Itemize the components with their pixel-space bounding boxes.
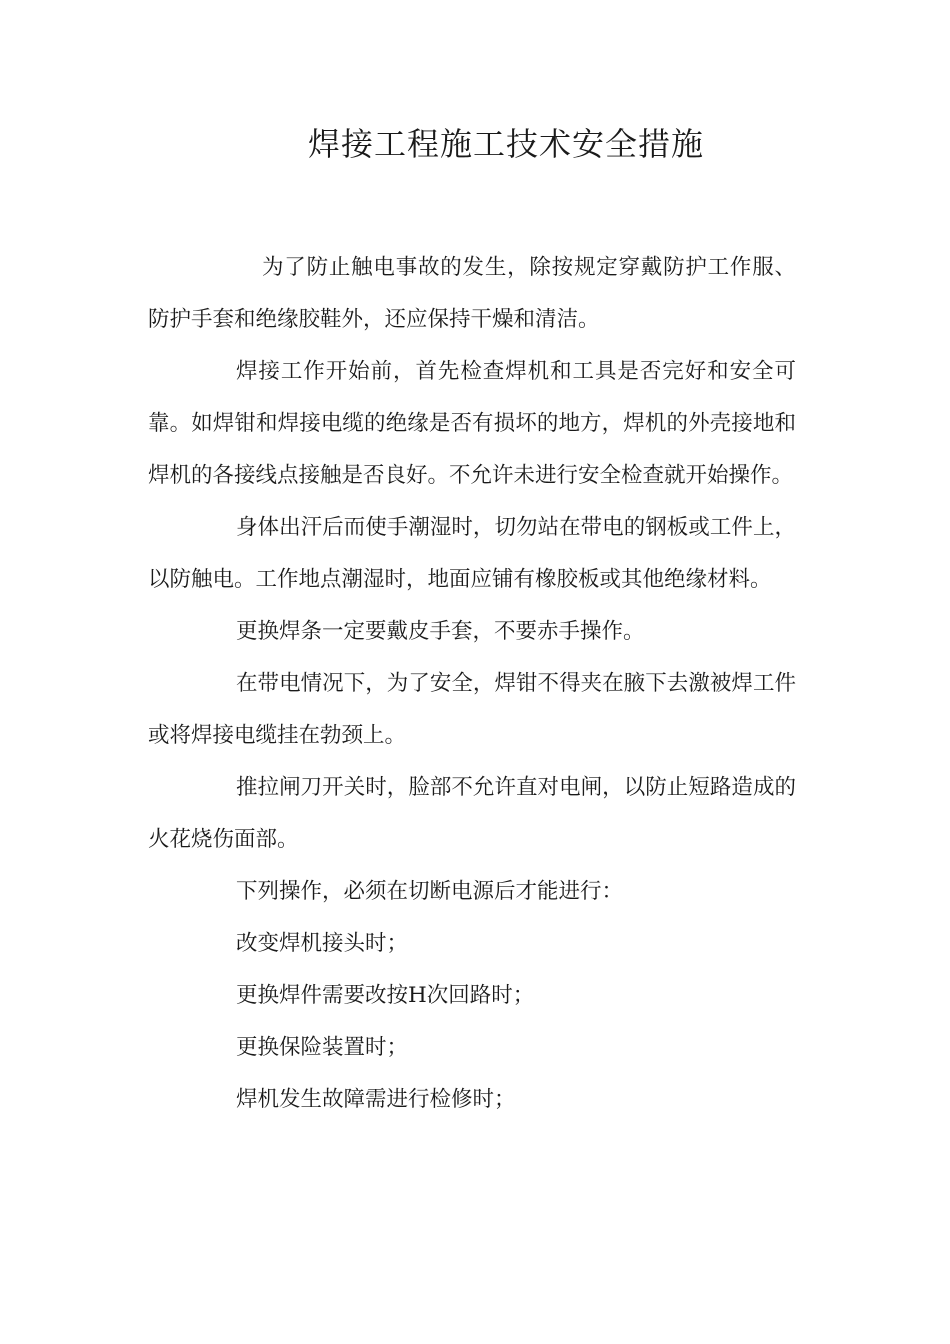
document-body (148, 242, 796, 1126)
document-title: 焊接工程施工技术安全措施 (307, 125, 704, 163)
list-item: 更换保险装置时； (236, 1035, 409, 1060)
list-item: 焊机发生故障需进行检修时； (236, 1087, 516, 1112)
paragraph-moisture-precaution: 身体出汗后而使手潮湿时，切勿站在带电的钢板或工件上，以防触电。工作地点潮湿时，地面应铺有橡胶板或其他绝缘材料。 (148, 515, 796, 592)
paragraph-power-off-intro: 下列操作，必须在切断电源后才能进行： (236, 879, 624, 904)
paragraph-protective-equipment: 为了防止触电事故的发生，除按规定穿戴防护工作服、防护手套和绝缘胶鞋外，还应保持干燥和清洁。 (148, 255, 796, 332)
list-item: 更换焊件需要改按H次回路时； (236, 983, 535, 1008)
paragraph-live-work-safety: 在带电情况下，为了安全，焊钳不得夹在腋下去激被焊工件或将焊接电缆挂在勃颈上。 (148, 671, 796, 748)
paragraph-pre-work-inspection: 焊接工作开始前，首先检查焊机和工具是否完好和安全可靠。如焊钳和焊接电缆的绝缘是否有损坏的地方，焊机的外壳接地和焊机的各接线点接触是否良好。不允许未进行安全检查就开始操作。 (148, 359, 796, 488)
list-item: 改变焊机接头时； (236, 931, 409, 956)
paragraph-electrode-replacement: 更换焊条一定要戴皮手套，不要赤手操作。 (236, 619, 645, 644)
paragraph-switch-operation: 推拉闸刀开关时，脸部不允许直对电闸，以防止短路造成的火花烧伤面部。 (148, 775, 796, 852)
